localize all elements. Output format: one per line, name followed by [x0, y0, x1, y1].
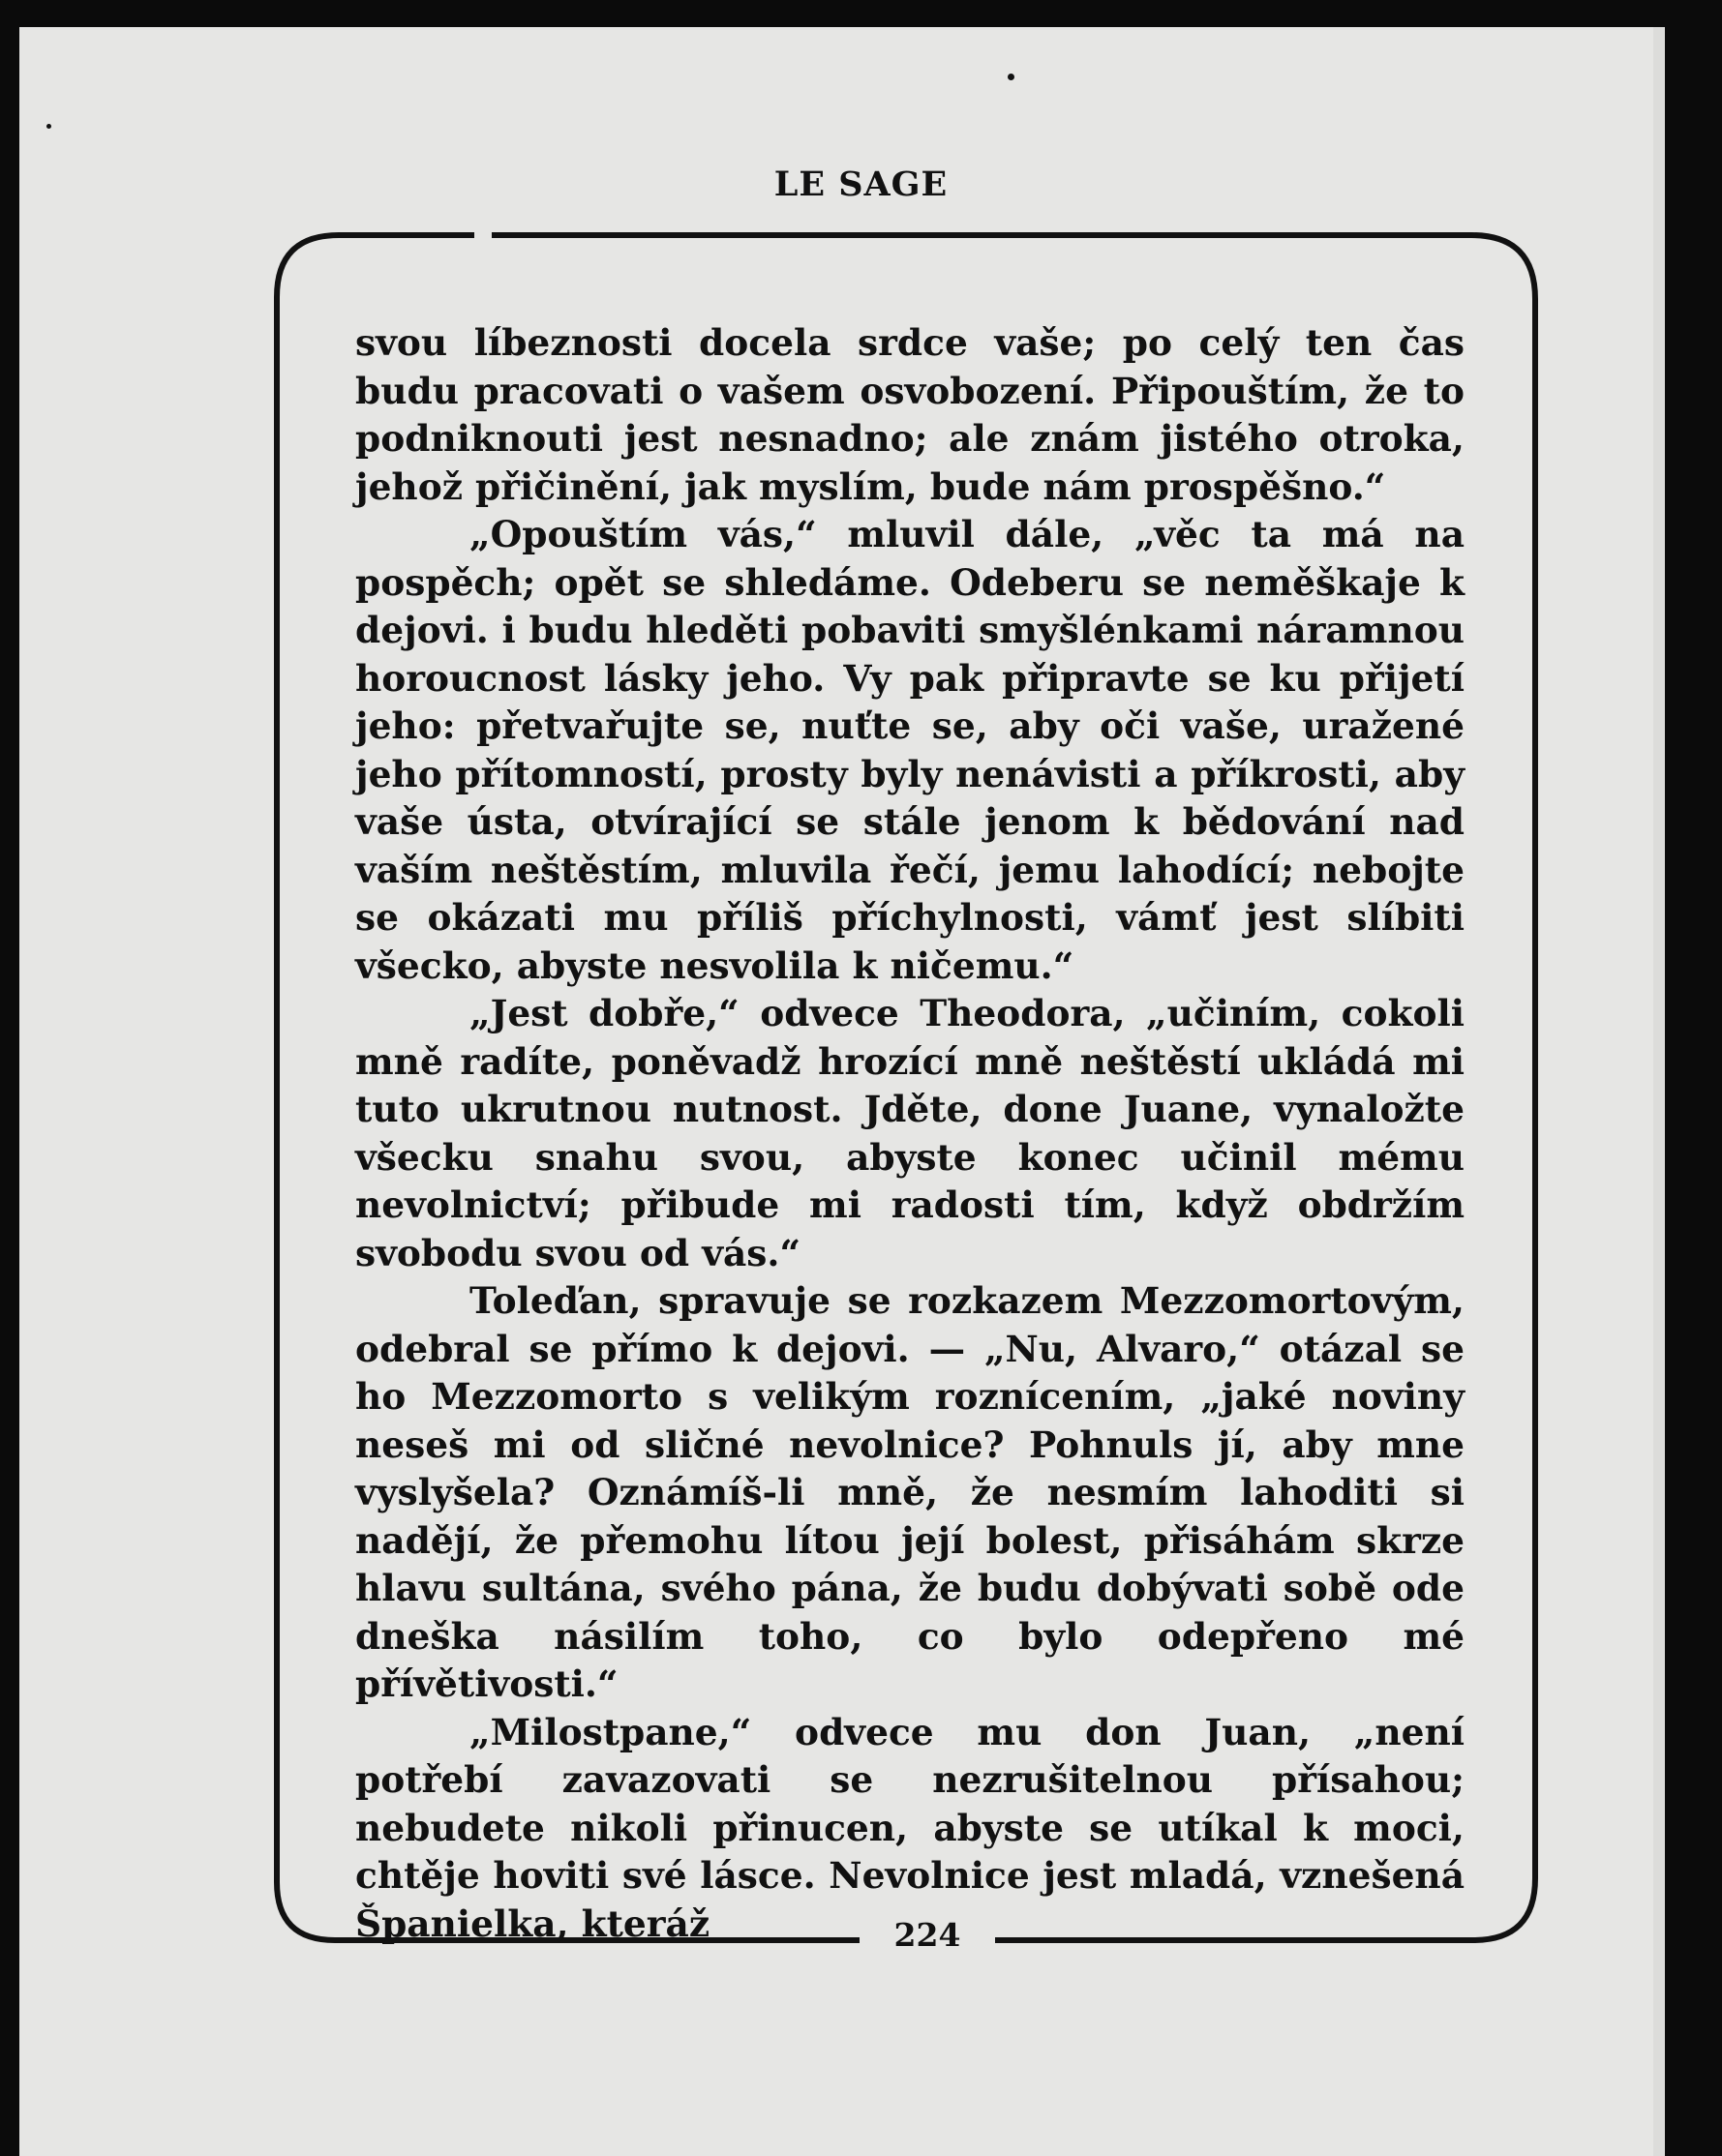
page-number: 224	[860, 1916, 995, 1954]
paragraph: Toleďan, spravuje se rozkazem Mezzomortovým, odebral se přímo k dejovi. — „Nu, Alvaro,“ otázal se ho Mezzomorto s velikým roznícením, „jaké noviny neseš mi od sličné nevolnice? Pohnuls jí, aby mne vyslyšela? Oznámíš-li mně, že nesmím lahoditi si nadějí, že přemohu lítou její bolest, přisáhám skrze hlavu sultána, svého pána, že budu dobývati sobě ode dneška násilím toho, co bylo odepřeno mé přívětivosti.“	[355, 1279, 1465, 1705]
paragraph: svou líbeznosti docela srdce vaše; po celý ten čas budu pracovati o vašem osvobození. Připouštím, že to podniknouti jest nesnadno; ale znám jistého otroka, jehož přičinění, jak myslím, bude nám prospěšno.“	[355, 321, 1465, 508]
paragraph: „Milostpane,“ odvece mu don Juan, „není potřebí zavazovati se nezrušitelnou přísahou; nebudete nikoli přinucen, abyste se utíkal k moci, chtěje hoviti své lásce. Nevolnice jest mladá, vznešená Španielka, kteráž	[355, 1710, 1465, 1945]
body-text	[355, 319, 1465, 1948]
paragraph: „Opouštím vás,“ mluvil dále, „věc ta má na pospěch; opět se shledáme. Odeberu se neměškaje k dejovi. i budu hleděti pobaviti smyšlénkami náramnou horoucnost lásky jeho. Vy pak připravte se ku přijetí jeho: přetvařujte se, nuťte se, aby oči vaše, uražené jeho přítomností, prosty byly nenávisti a příkrosti, aby vaše ústa, otvírající se stále jenom k bědování nad vaším neštěstím, mluvila řečí, jemu lahodící; nebojte se okázati mu příliš příchylnosti, vámť jest slíbiti všecko, abyste nesvolila k ničemu.“	[355, 513, 1465, 987]
paragraph: „Jest dobře,“ odvece Theodora, „učiním, cokoli mně radíte, poněvadž hrozící mně neštěstí ukládá mi tuto ukrutnou nutnost. Jděte, done Juane, vynaložte všecku snahu svou, abyste konec učinil mému nevolnictví; přibude mi radosti tím, když obdržím svobodu svou od vás.“	[355, 992, 1465, 1274]
running-head: LE SAGE	[773, 165, 949, 204]
